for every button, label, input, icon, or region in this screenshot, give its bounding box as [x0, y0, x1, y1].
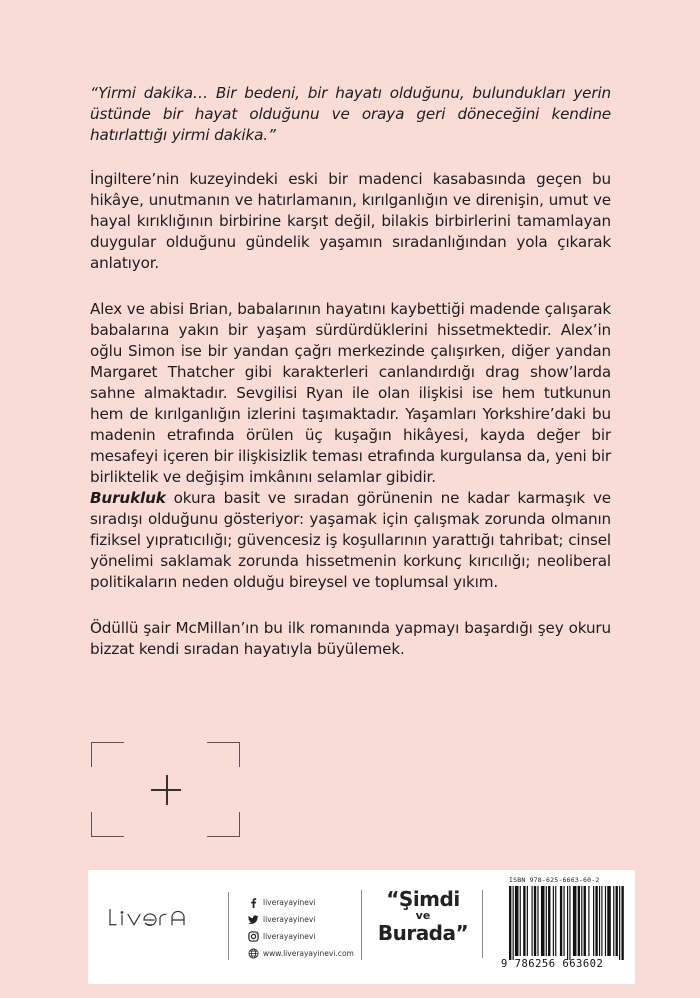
social-label: liverayayinevi — [263, 898, 316, 907]
barcode-bar — [584, 886, 586, 956]
barcode-bar — [546, 886, 547, 956]
barcode-bar — [531, 886, 532, 956]
livera-logo-icon — [108, 907, 208, 928]
social-label: liverayayinevi — [263, 932, 316, 941]
series-line-2: ve — [415, 909, 431, 922]
ean-digits: 9 786256 663602 — [501, 958, 604, 970]
blurb-paragraph-4 — [90, 618, 611, 660]
barcode-bar — [537, 886, 538, 956]
barcode-bar — [588, 886, 589, 956]
barcode-bar — [607, 886, 611, 956]
barcode-bar — [599, 886, 600, 956]
barcode-bar — [593, 886, 594, 956]
twitter-icon — [248, 914, 259, 925]
paragraph-text: Alex ve abisi Brian, babalarının hayatını kaybettiği madende çalışarak babalarına yakın bir yaşam sürdürdüklerini hissetmektedir. Alex’in oğlu Simon ise bir yandan çağrı merkezinde çalışırken, diğer yandan Margaret Thatcher gibi karakterleri canlandırdığı drag show’larda sahne almaktadır. Sevgilisi Ryan ile olan ilişkisi ise hem tutkunun hem de kırılganlığın izlerini taşımaktadır. Yaşamları Yorkshire’daki bu madenin etrafında örülen üç kuşağın hikâyesi, kayda değer bir mesafeyi içeren bir ilişkisizlik teması etrafında kurgulansa da, yeni bir birliktelik ve değişim imkânını selamlar gibidir. — [90, 300, 611, 486]
series-name — [368, 888, 478, 944]
barcode-bar — [520, 886, 521, 956]
instagram-icon — [248, 931, 259, 942]
barcode-bar — [605, 886, 606, 956]
barcode-bar — [515, 886, 519, 956]
paragraph-text — [90, 488, 611, 593]
barcode-bar — [560, 886, 562, 956]
barcode-bar — [595, 886, 597, 956]
social-label: www.liverayayinevi.com — [263, 949, 354, 958]
blurb-paragraph-3 — [90, 488, 611, 593]
paragraph-rest: okura basit ve sıradan görünenin ne kadar karmaşık ve sıradışı olduğunu gösteriyor: yaşamak için çalışmak zorunda olmanın fiziksel yıpratıcılığı; güvencesiz iş koşullarının yarattığı tahribat; cinsel yönelimi saklamak zorunda hissetmenin korkunç kırıcılığı; neoliberal politikaların neden olduğu bireysel ve toplumsal yıkım. — [90, 489, 611, 591]
series-line-1: “Şimdi — [386, 887, 460, 911]
barcode-bar — [621, 886, 623, 960]
cover-quote — [90, 83, 611, 146]
paragraph-text: İngiltere’nin kuzeyindeki eski bir madenci kasabasında geçen bu hikâye, unutmanın ve hatırlamanın, kırılganlığın ve direnişin, umut ve hayal kırıklığının birbirine karşıt değil, bilakis birbirlerini tamamlayan duygular olduğunu gündelik yaşamın sıradanlığından yola çıkarak anlatıyor. — [90, 170, 611, 272]
social-link-facebook[interactable] — [248, 894, 354, 911]
crop-mark-bottom-left — [91, 812, 124, 837]
crop-mark-top-right — [207, 742, 240, 767]
barcode-bar — [569, 886, 570, 960]
social-link-twitter[interactable] — [248, 911, 354, 928]
barcode-bar — [601, 886, 602, 956]
divider — [482, 890, 483, 958]
social-link-website[interactable] — [248, 945, 354, 962]
barcode-bar — [509, 886, 511, 960]
barcode-bar — [563, 886, 564, 956]
publisher-footer-panel — [88, 870, 635, 984]
blurb-paragraph-1 — [90, 169, 611, 274]
crop-mark-bottom-right — [207, 812, 240, 837]
barcode-bar — [573, 886, 577, 956]
barcode-bar — [541, 886, 545, 956]
quote-text: “Yirmi dakika… Bir bedeni, bir hayatı olduğunu, bulundukları yerin üstünde bir hayat olduğunu ve oraya geri döneceğini kendine hatırlattığı yirmi dakika.” — [90, 84, 611, 144]
barcode-bar — [548, 886, 550, 956]
series-line-3: Burada” — [377, 921, 469, 945]
isbn-label: ISBN 978-625-6663-60-2 — [509, 876, 600, 884]
paragraph-text: Ödüllü şair McMillan’ın bu ilk romanında yapmayı başardığı şey okuru bizzat kendi sıradan hayatıyla büyülemek. — [90, 619, 611, 658]
globe-icon — [248, 948, 259, 959]
barcode-icon — [509, 886, 625, 960]
barcode-bar — [578, 886, 580, 956]
barcode-bar — [616, 886, 618, 956]
book-title: Burukluk — [90, 489, 166, 507]
barcode-bar — [555, 886, 556, 956]
barcode-bar — [619, 886, 620, 960]
barcode-bar — [581, 886, 582, 956]
barcode-bar — [523, 886, 525, 956]
facebook-icon — [248, 897, 259, 908]
barcode-bar — [567, 886, 568, 960]
blurb-paragraph-2 — [90, 299, 611, 488]
publisher-logo — [108, 907, 208, 934]
divider — [228, 892, 229, 960]
isbn-barcode — [501, 876, 627, 978]
barcode-bar — [527, 886, 528, 956]
barcode-bar — [534, 886, 536, 956]
barcode-bar — [553, 886, 554, 956]
divider — [361, 890, 362, 960]
crop-mark-top-left — [91, 742, 124, 767]
social-links — [248, 894, 354, 962]
barcode-bar — [513, 886, 514, 960]
barcode-bar — [613, 886, 614, 956]
registration-plus-icon — [166, 775, 168, 805]
social-label: liverayayinevi — [263, 915, 316, 924]
social-link-instagram[interactable] — [248, 928, 354, 945]
